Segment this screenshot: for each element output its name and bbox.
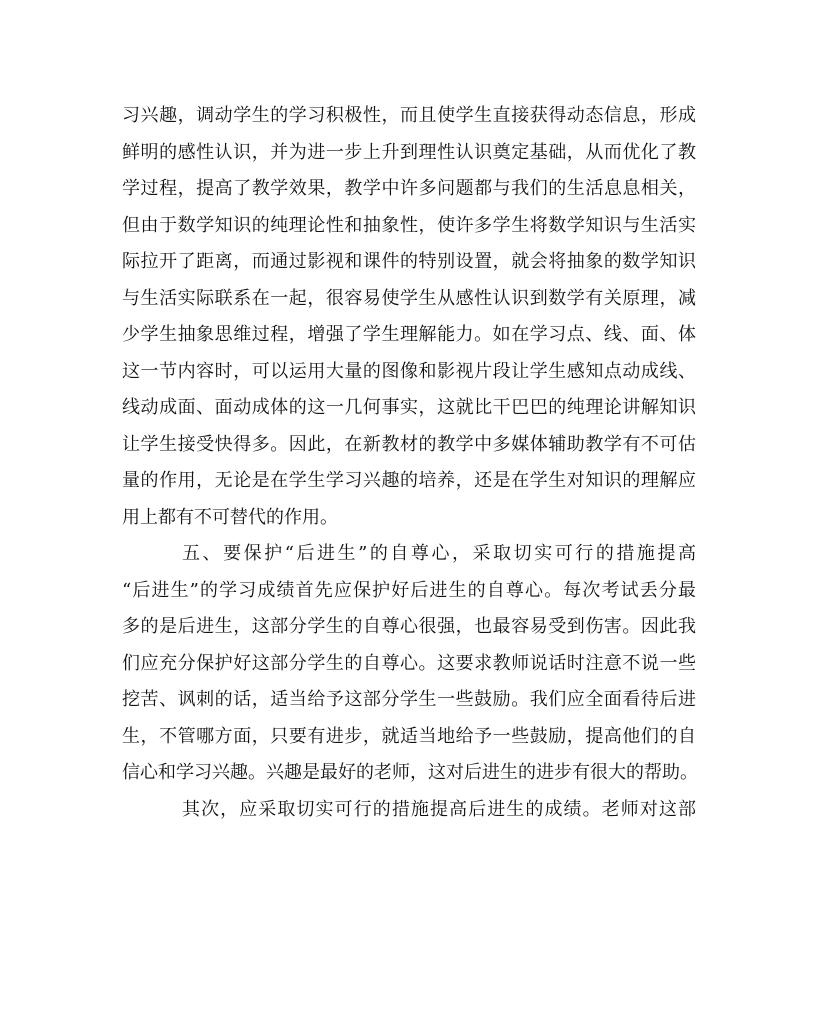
text-line: 学过程，提高了教学效果，教学中许多问题都与我们的生活息息相关， [122,178,696,199]
text-line: 线动成面、面动成体的这一几何事实，这就比干巴巴的纯理论讲解知识 [122,397,696,418]
text-line: 际拉开了距离，而通过影视和课件的特别设置，就会将抽象的数学知识 [122,251,696,272]
text-line: 多的是后进生，这部分学生的自尊心很强，也最容易受到伤害。因此我 [122,616,696,637]
text-line: 但由于数学知识的纯理论性和抽象性，使许多学生将数学知识与生活实 [122,214,696,236]
paragraph-end-line: 用上都有不可替代的作用。 [122,506,338,528]
text-line: 生，不管哪方面，只要有进步，就适当地给予一些鼓励，提高他们的自 [122,725,696,747]
text-line: 与生活实际联系在一起，很容易使学生从感性认识到数学有关原理，减 [122,287,696,309]
text-line: “后进生”的学习成绩首先应保护好后进生的自尊心。每次考试丢分最 [122,579,696,601]
text-line: 量的作用，无论是在学生学习兴趣的培养，还是在学生对知识的理解应 [122,470,696,491]
paragraph-start-line: 其次，应采取切实可行的措施提高后进生的成绩。老师对这部 [182,798,696,820]
document-body [122,98,696,828]
text-line: 少学生抽象思维过程，增强了学生理解能力。如在学习点、线、面、体 [122,324,696,345]
text-line: 让学生接受快得多。因此，在新教材的教学中多媒体辅助教学有不可估 [122,433,696,455]
text-line: 习兴趣，调动学生的学习积极性，而且使学生直接获得动态信息，形成 [122,105,696,126]
text-line: 信心和学习兴趣。兴趣是最好的老师，这对后进生的进步有很大的帮助。 [122,762,698,783]
text-line: 们应充分保护好这部分学生的自尊心。这要求教师说话时注意不说一些 [122,652,696,674]
text-line: 鲜明的感性认识，并为进一步上升到理性认识奠定基础，从而优化了教 [122,141,696,163]
section-heading-line: 五、要保护“后进生”的自尊心，采取切实可行的措施提高 [182,543,696,564]
text-line: 这一节内容时，可以运用大量的图像和影视片段让学生感知点动成线、 [122,360,696,382]
text-line: 挖苦、讽刺的话，适当给予这部分学生一些鼓励。我们应全面看待后进 [122,689,696,710]
